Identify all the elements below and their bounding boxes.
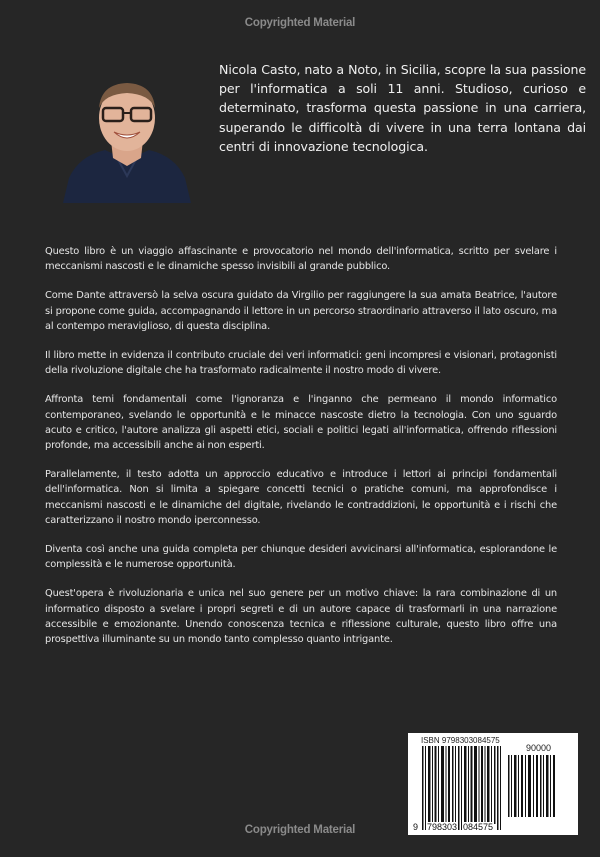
isbn-barcode [408,733,578,835]
author-photo [57,78,197,203]
description-paragraph: Come Dante attraversò la selva oscura guidato da Virgilio per raggiungere la sua amata Beatrice, l'autore si propone come guida, accompagnando il lettore in un percorso straordinario attraverso il lato oscuro, ma al contempo meraviglioso, di questa disciplina. [45,290,557,332]
book-description [45,244,557,661]
isbn-label: ISBN 9798303084575 [421,736,500,745]
description-paragraph: Parallelamente, il testo adotta un approccio educativo e introduce i lettori ai principi fondamentali dell'informatica. Non si limita a spiegare concetti tecnici o pratiche comuni, ma approfondisce i meccanismi nascosti e le dinamiche del digitale, rivelando le contraddizioni, le opportunità e i rischi che caratterizzano il nostro mondo iperconnesso. [45,469,557,526]
description-paragraph: Questo libro è un viaggio affascinante e provocatorio nel mondo dell'informatica, scritto per svelare i meccanismi nascosti e le dinamiche spesso invisibili al grande pubblico. [45,246,557,273]
barcode-digits-group-2: 084575 [463,822,494,832]
barcode-bars-icon [422,746,502,830]
copyright-watermark-top: Copyrighted Material [244,17,356,29]
barcode-digits-group-1: 798303 [427,822,458,832]
price-code: 90000 [525,743,552,753]
description-paragraph: Il libro mette in evidenza il contributo cruciale dei veri informatici: geni incompresi e visionari, protagonisti della rivoluzione digitale che ha trasformato radicalmente il nostro modo di vivere. [45,350,557,377]
description-paragraph: Diventa così anche una guida completa per chiunque desideri avvicinarsi all'informatica, esplorandone le complessità e le numerose opportunità. [45,544,557,571]
author-bio: Nicola Casto, nato a Noto, in Sicilia, scopre la sua passione per l'informatica a soli 11 anni. Studioso, curioso e determinato, trasforma questa passione in una carriera, superando le difficoltà di vivere in una terra lontana dai centri di innovazione tecnologica. [219,62,586,154]
description-paragraph: Quest'opera è rivoluzionaria e unica nel suo genere per un motivo chiave: la rara combinazione di un informatico disposto a svelare i propri segreti e di un autore capace di trasformarli in una narrazione accessibile e emozionante. Unendo conoscenza tecnica e riflessione culturale, questo libro offre una prospettiva illuminante su un mondo tanto complesso quanto intrigante. [45,588,557,646]
copyright-watermark-bottom: Copyrighted Material [244,824,356,836]
addon-barcode-bars-icon [508,755,558,817]
description-paragraph: Affronta temi fondamentali come l'ignoranza e l'inganno che permeano il mondo informatico contemporaneo, svelando le opportunità e le minacce nascoste dietro la tecnologia. Con uno sguardo acuto e critico, l'autore analizza gli aspetti etici, sociali e politici legati all'informatica, offrendo riflessioni profonde, ma accessibili anche ai non esperti. [45,394,557,452]
barcode-digit-prefix: 9 [413,822,419,832]
